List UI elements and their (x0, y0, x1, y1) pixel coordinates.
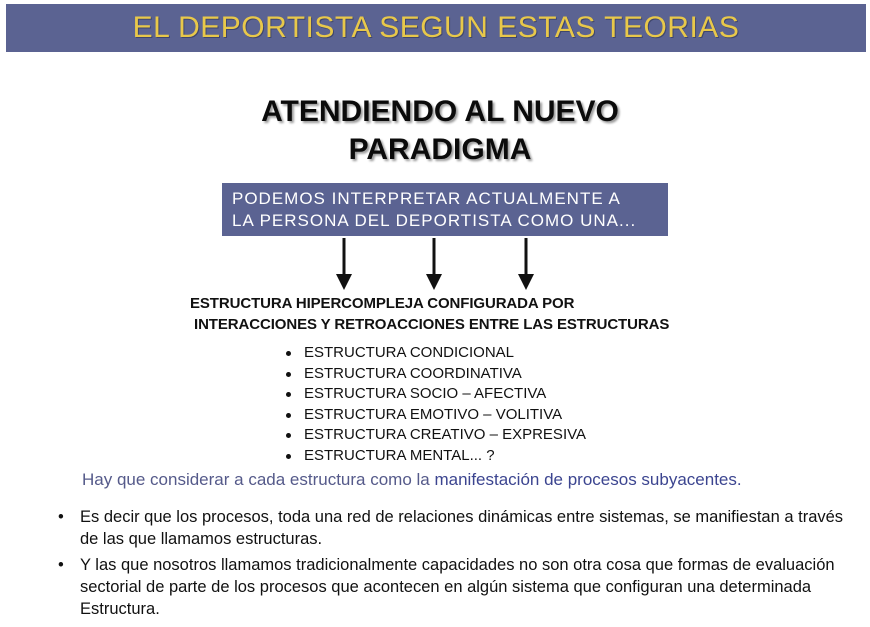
paragraph-text: Y las que nosotros llamamos tradicionalmente capacidades no son otra cosa que formas de evaluación sectorial de parte de los procesos que acontecen en algún sistema que configuran una determinada Estructura. (80, 556, 835, 618)
paragraph-2 (58, 554, 848, 620)
structures-list (280, 343, 586, 466)
bullet-icon (286, 433, 291, 438)
list-item: ESTRUCTURA SOCIO – AFECTIVA (280, 384, 586, 405)
down-arrow-icon (334, 238, 354, 290)
interpretation-box (222, 183, 668, 236)
bullet-icon (286, 372, 291, 377)
paragraph-text: Es decir que los procesos, toda una red de relaciones dinámicas entre sistemas, se manifiestan a través de las que llamamos estructuras. (80, 508, 844, 548)
list-item: ESTRUCTURA CONDICIONAL (280, 343, 586, 364)
structure-line-2: INTERACCIONES Y RETROACCIONES ENTRE LAS ESTRUCTURAS (194, 316, 670, 333)
list-item: ESTRUCTURA COORDINATIVA (280, 364, 586, 385)
structure-line-1: ESTRUCTURA HIPERCOMPLEJA CONFIGURADA POR (190, 295, 575, 312)
paragraph-1 (58, 506, 848, 550)
note-part-2: manifestación de procesos subyacentes. (434, 470, 742, 489)
note-text (82, 470, 742, 490)
page-title: EL DEPORTISTA SEGUN ESTAS TEORIAS (132, 11, 740, 44)
note-part-1: Hay que considerar a cada estructura como la (82, 470, 435, 489)
box-line-2: LA PERSONA DEL DEPORTISTA COMO UNA... (232, 211, 637, 230)
list-item: ESTRUCTURA EMOTIVO – VOLITIVA (280, 405, 586, 426)
down-arrow-icon (424, 238, 444, 290)
subtitle-line-1: ATENDIENDO AL NUEVO (261, 95, 619, 128)
list-item: ESTRUCTURA CREATIVO – EXPRESIVA (280, 425, 586, 446)
title-bar (6, 4, 866, 52)
bullet-icon (286, 392, 291, 397)
list-item: ESTRUCTURA MENTAL... ? (280, 446, 586, 467)
subtitle-line-2: PARADIGMA (348, 133, 532, 166)
bullet-icon: • (58, 556, 64, 574)
bullet-icon: • (58, 508, 64, 526)
bullet-icon (286, 454, 291, 459)
down-arrow-icon (516, 238, 536, 290)
structure-description (190, 293, 750, 335)
bullet-icon (286, 413, 291, 418)
bullet-icon (286, 351, 291, 356)
subtitle (200, 93, 680, 169)
box-line-1: PODEMOS INTERPRETAR ACTUALMENTE A (232, 189, 621, 208)
